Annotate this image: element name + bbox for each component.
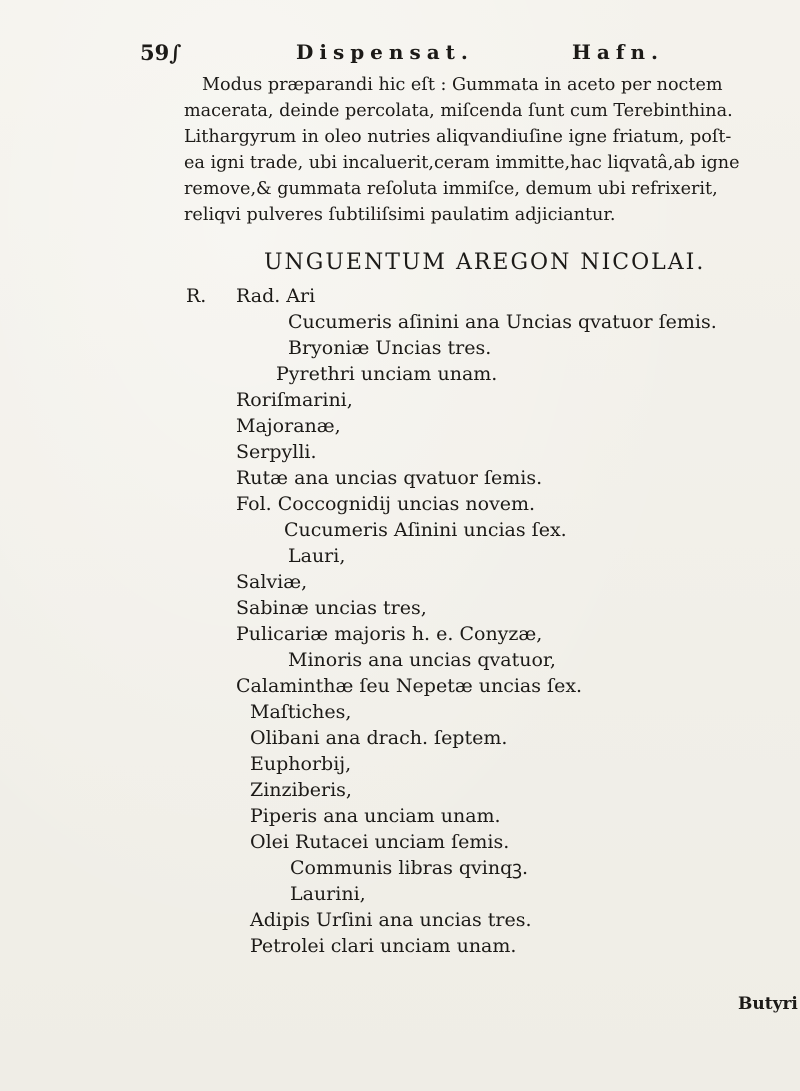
recipe-line: Piperis ana unciam unam. [250, 805, 501, 827]
recipe-line: Majoranæ, [236, 415, 341, 437]
prose-line: ea igni trade, ubi incaluerit,ceram immitte,hac liqvatâ,ab igne [184, 153, 740, 173]
recipe-line: Calaminthæ ſeu Nepetæ uncias ſex. [236, 675, 583, 697]
recipe-title: UNGUENTUM AREGON NICOLAI. [264, 250, 706, 275]
recipe-line: Pyrethri unciam unam. [276, 363, 498, 385]
prose-line: remove,& gummata reſoluta immiſce, demum ubi refrixerit, [184, 179, 718, 199]
recipe-line: Rutæ ana uncias qvatuor ſemis. [236, 467, 543, 489]
running-head-right: Hafn. [572, 40, 664, 64]
recipe-line: Adipis Urſini ana uncias tres. [250, 909, 532, 931]
recipe-line: Olei Rutacei unciam ſemis. [250, 831, 510, 853]
recipe-line: Salviæ, [236, 571, 308, 593]
recipe-line: Bryoniæ Uncias tres. [288, 337, 492, 359]
recipe-line: Cucumeris aſinini ana Uncias qvatuor ſemis. [288, 311, 717, 333]
recipe-line: Communis libras qvinqꝫ. [290, 857, 528, 879]
running-head-left: Dispensat. [296, 40, 474, 64]
recipe-line: Olibani ana drach. ſeptem. [250, 727, 508, 749]
page-number: 59∫ [140, 40, 182, 65]
recipe-line: Sabinæ uncias tres, [236, 597, 427, 619]
recipe-line: Minoris ana uncias qvatuor, [288, 649, 556, 671]
recipe-line: Pulicariæ majoris h. e. Conyzæ, [236, 623, 543, 645]
recipe-line: Petrolei clari unciam unam. [250, 935, 517, 957]
recipe-symbol: R. [186, 285, 207, 307]
preparation-paragraph [184, 72, 784, 228]
catchword: Butyri [738, 994, 798, 1014]
recipe-line: Lauri, [288, 545, 346, 567]
recipe-line: Maſtiches, [250, 701, 352, 723]
recipe-line: Rad. Ari [236, 285, 316, 307]
prose-line: Lithargyrum in oleo nutries aliqvandiuſine igne friatum, poſt- [184, 127, 732, 147]
prose-line: Modus præparandi hic eſt : Gummata in aceto per noctem [202, 75, 723, 95]
prose-line: macerata, deinde percolata, miſcenda ſunt cum Terebinthina. [184, 101, 733, 121]
recipe-line: Euphorbij, [250, 753, 352, 775]
recipe-line: Fol. Coccognidij uncias novem. [236, 493, 536, 515]
recipe-line: Serpylli. [236, 441, 317, 463]
recipe-line: Laurini, [290, 883, 366, 905]
prose-line: reliqvi pulveres ſubtiliſsimi paulatim adjiciantur. [184, 205, 616, 225]
recipe-line: Roriſmarini, [236, 389, 353, 411]
running-header [0, 40, 800, 74]
recipe-line: Cucumeris Aſinini uncias ſex. [284, 519, 567, 541]
recipe-line: Zinziberis, [250, 779, 352, 801]
